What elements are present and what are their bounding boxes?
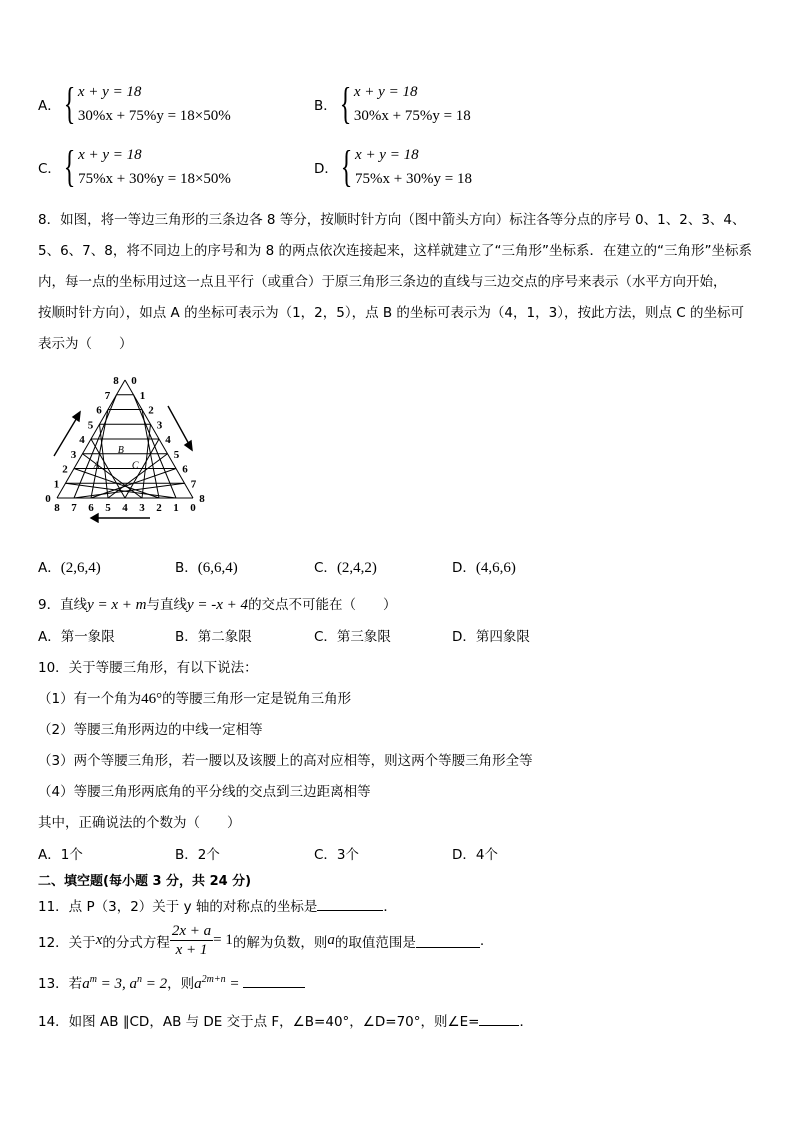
q13-sup: 2m+n [201, 974, 226, 985]
answer-blank[interactable] [317, 896, 383, 911]
q7-option-a[interactable] [38, 80, 231, 128]
option-label: D． [452, 560, 476, 576]
q11 [38, 895, 397, 915]
q10-option-d[interactable]: D．4个 [452, 847, 498, 863]
left-side-label: 7 [104, 389, 111, 402]
q12 [38, 922, 484, 959]
arrow-icon [168, 406, 190, 446]
q13-sup: n [137, 974, 143, 985]
option-label: C． [38, 161, 61, 177]
q8-option-b[interactable] [175, 556, 238, 577]
right-side-label: 7 [190, 478, 197, 491]
bottom-side-label: 1 [173, 502, 179, 514]
q13-eq: = [225, 976, 244, 992]
point-label: C [131, 460, 139, 472]
equation-line: x + y = 18 [77, 84, 142, 100]
equation-line: 30%x + 75%y = 18×50% [77, 108, 231, 124]
option-value: (6,6,4) [197, 560, 238, 576]
equation-line: x + y = 18 [353, 84, 418, 100]
q12-var2: a [327, 932, 335, 948]
option-value: (4,6,6) [475, 560, 516, 576]
q10-option-a[interactable]: A．1个 [38, 847, 83, 863]
q12-suffix: 的取值范围是 [334, 934, 416, 951]
q12-mid: 的分式方程 [102, 934, 170, 951]
q14-end: ． [519, 1014, 533, 1030]
q9-equation-2: y = -x + 4 [187, 597, 249, 613]
grid-line [74, 395, 117, 498]
point-label: A [93, 460, 100, 472]
left-side-label: 3 [70, 448, 77, 461]
fraction-denominator: x + 1 [175, 942, 208, 958]
q12-prefix: 12．关于 [38, 934, 96, 951]
q10-option-b[interactable]: B．2个 [175, 847, 220, 863]
q9-stem [38, 593, 397, 614]
q10-statement-3: （3）两个等腰三角形，若一腰以及该腰上的高对应相等，则这两个等腰三角形全等 [38, 753, 533, 769]
option-label: A． [38, 560, 61, 576]
brace-icon: { [340, 142, 353, 191]
q12-fraction [170, 922, 213, 959]
q12-var: x [95, 932, 103, 948]
q9-option-b[interactable]: B．第二象限 [175, 629, 252, 645]
option-label: B． [314, 98, 337, 114]
right-side-label: 5 [173, 448, 180, 461]
left-side-label: 6 [96, 404, 102, 417]
q13-prefix: 13．若 [38, 976, 83, 992]
q8-line-1: 8．如图，将一等边三角形的三条边各 8 等分，按顺时针方向（图中箭头方向）标注各等分点的序号 0、1、2、3、4、 [38, 212, 746, 228]
q8-line-5: 表示为（ ） [38, 336, 133, 352]
brace-icon: { [63, 79, 76, 128]
q8-option-a[interactable] [38, 556, 101, 577]
arrow-head-icon [73, 412, 80, 421]
q10-ask: 其中，正确说法的个数为（ ） [38, 815, 241, 831]
q10-option-c[interactable]: C．3个 [314, 847, 360, 863]
q10-s1-prefix: （1）有一个角为 [38, 691, 142, 707]
q9-suffix: 的交点不可能在（ ） [248, 597, 397, 613]
bottom-side-label: 2 [156, 502, 162, 514]
option-label: D． [314, 161, 338, 177]
q12-end: . [479, 932, 485, 949]
left-side-label: 0 [45, 493, 51, 505]
q13-expr: a [194, 976, 202, 992]
q8-line-3: 内，每一点的坐标用过这一点且平行（或重合）于原三角形三条边的直线与三边交点的序号来表示（水平方向开始， [38, 274, 727, 290]
arrow-head-icon [91, 514, 98, 522]
answer-blank[interactable] [479, 1011, 519, 1026]
q10-stem: 10．关于等腰三角形，有以下说法： [38, 660, 258, 676]
q13-cond-end: = 2 [142, 976, 168, 992]
grid-line [100, 424, 109, 498]
answer-blank[interactable] [243, 973, 305, 988]
q7-option-d[interactable] [314, 143, 472, 191]
option-label: C． [314, 560, 337, 576]
q14 [38, 1010, 533, 1030]
q11-end: ． [383, 899, 397, 915]
q10-statement-2: （2）等腰三角形两边的中线一定相等 [38, 722, 263, 738]
equation-line: 75%x + 30%y = 18 [355, 171, 472, 187]
option-label: B． [175, 560, 198, 576]
q8-option-c[interactable] [314, 556, 377, 577]
q9-option-c[interactable]: C．第三象限 [314, 629, 391, 645]
left-side-label: 2 [62, 463, 68, 476]
q10-statement-1 [38, 687, 351, 708]
q14-text: 14．如图 AB ∥CD，AB 与 DE 交于点 F，∠B=40°，∠D=70°，则∠E= [38, 1014, 480, 1030]
brace-icon: { [63, 142, 76, 191]
bottom-side-label: 7 [71, 502, 77, 514]
bottom-side-label: 8 [54, 502, 60, 514]
q9-prefix: 9．直线 [38, 597, 88, 613]
q10-s1-angle: 46° [141, 691, 163, 707]
left-side-label: 8 [113, 375, 119, 387]
section-heading: 二、填空题(每小题 3 分，共 24 分) [38, 874, 252, 889]
arrow-head-icon [185, 441, 192, 450]
bottom-side-label: 6 [88, 502, 94, 514]
q8-line-2: 5、6、7、8，将不同边上的序号和为 8 的两点依次连接起来，这样就建立了“三角形”坐标系．在建立的“三角形”坐标系 [38, 243, 753, 259]
bottom-side-label: 3 [139, 502, 145, 514]
right-side-label: 0 [131, 375, 137, 387]
right-side-label: 4 [165, 434, 171, 446]
q13-mid: ，则 [167, 976, 195, 992]
q8-line-4: 按顺时针方向），如点 A 的坐标可表示为（1，2，5），点 B 的坐标可表示为（4，1，3），按此方法，则点 C 的坐标可 [38, 305, 744, 321]
triangle-coordinate-diagram [40, 368, 210, 523]
point-label: B [117, 445, 124, 457]
equation-line: x + y = 18 [355, 147, 419, 163]
q13-cond-mid: = 3, a [96, 976, 138, 992]
option-value: (2,6,4) [60, 560, 101, 576]
q13-cond: a [82, 976, 90, 992]
right-side-label: 8 [199, 493, 205, 505]
right-side-label: 6 [182, 463, 188, 476]
q8-option-d[interactable] [452, 556, 516, 577]
bottom-side-label: 5 [105, 502, 111, 514]
grid-line [142, 424, 151, 498]
right-side-label: 3 [156, 419, 163, 432]
q9-equation-1: y = x + m [87, 597, 147, 613]
left-side-label: 1 [53, 478, 60, 491]
equation-line: 75%x + 30%y = 18×50% [78, 171, 231, 187]
q9-option-d[interactable]: D．第四象限 [452, 629, 530, 645]
right-side-label: 1 [139, 389, 146, 402]
q7-option-c[interactable] [38, 143, 231, 191]
left-side-label: 5 [87, 419, 94, 432]
equation-line: 30%x + 75%y = 18 [353, 108, 471, 124]
right-side-label: 2 [148, 404, 154, 417]
brace-icon: { [339, 79, 352, 128]
q12-after: 的解为负数，则 [232, 934, 328, 951]
q9-mid: 与直线 [146, 597, 187, 613]
equation-line: x + y = 18 [78, 147, 142, 163]
q13-sup: m [89, 974, 97, 985]
option-value: (2,4,2) [336, 560, 377, 576]
q11-text: 11．点 P（3，2）关于 y 轴的对称点的坐标是 [38, 899, 318, 915]
q9-option-a[interactable]: A．第一象限 [38, 629, 115, 645]
q13 [38, 972, 305, 993]
answer-blank[interactable] [416, 933, 480, 948]
q7-option-b[interactable] [314, 80, 471, 128]
left-side-label: 4 [79, 434, 85, 446]
bottom-side-label: 0 [190, 502, 196, 514]
q10-statement-4: （4）等腰三角形两底角的平分线的交点到三边距离相等 [38, 784, 371, 800]
bottom-side-label: 4 [122, 502, 128, 514]
q12-eq: = 1 [213, 932, 233, 948]
fraction-numerator: 2x + a [171, 923, 212, 939]
q10-s1-suffix: 的等腰三角形一定是锐角三角形 [162, 691, 352, 707]
option-label: A． [38, 98, 61, 114]
